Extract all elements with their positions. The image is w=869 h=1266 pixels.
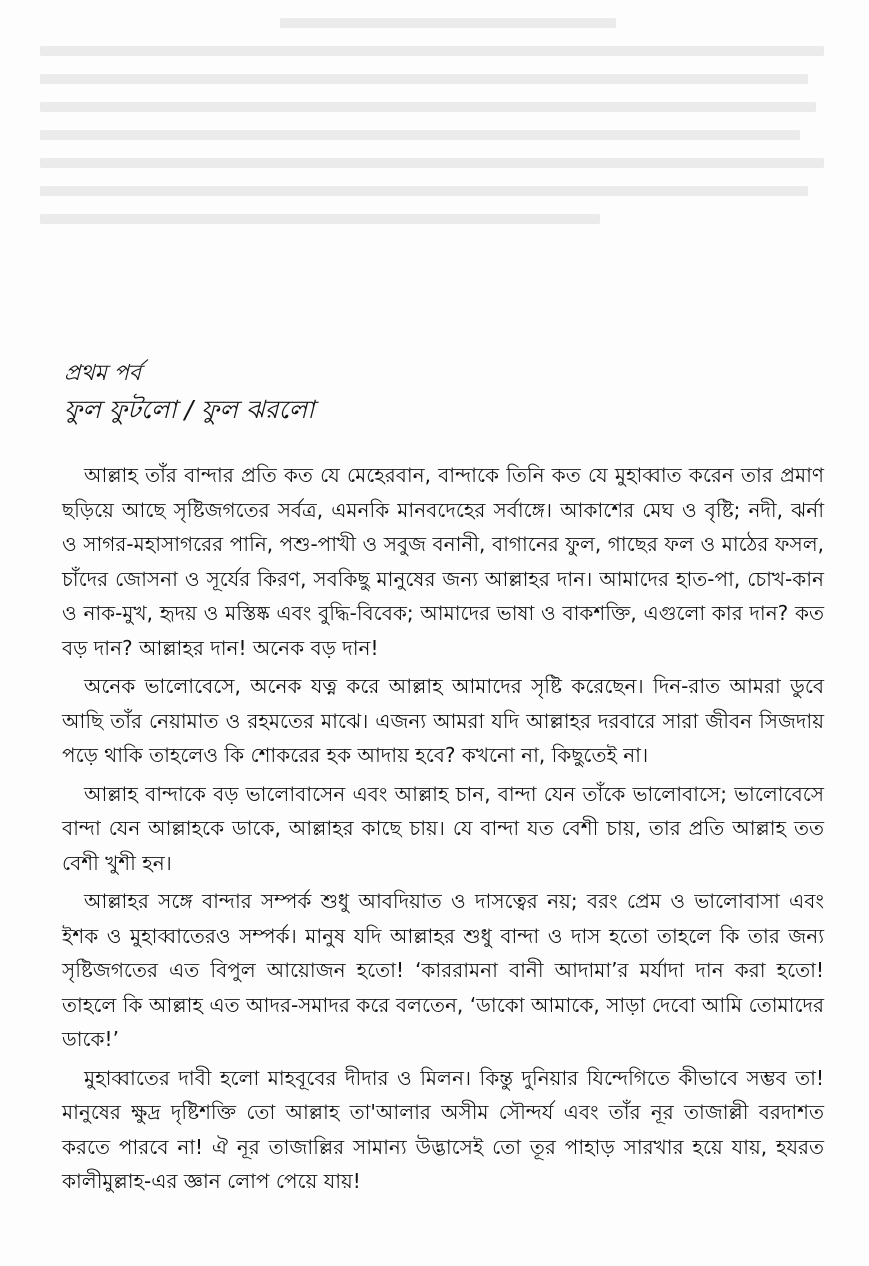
bleed-through-texture bbox=[40, 0, 840, 330]
paragraph-3: আল্লাহ বান্দাকে বড় ভালোবাসেন এবং আল্লাহ চান, বান্দা যেন তাঁকে ভালোবাসে; ভালোবেসে বান্দা যেন আল্লাহকে ডাকে, আল্লাহর কাছে চায়। যে বান্দা যত বেশী চায়, তার প্রতি আল্লাহ তত বেশী খুশী হন। bbox=[62, 781, 824, 875]
chapter-title: ফুল ফুটলো / ফুল ঝরলো bbox=[64, 395, 315, 424]
paragraph-2: অনেক ভালোবেসে, অনেক যত্ন করে আল্লাহ আমাদের সৃষ্টি করেছেন। দিন-রাত আমরা ডুবে আছি তাঁর নেয়ামাত ও রহমতের মাঝে। এজন্য আমরা যদি আল্লাহর দরবারে সারা জীবন সিজদায় পড়ে থাকি তাহলেও কি শোকরের হক আদায় হবে? কখনো না, কিছুতেই না। bbox=[62, 674, 824, 767]
paragraph-1: আল্লাহ তাঁর বান্দার প্রতি কত যে মেহেরবান, বান্দাকে তিনি কত যে মুহাব্বাত করেন তার প্রমাণ ছড়িয়ে আছে সৃষ্টিজগতের সর্বত্র, এমনকি মানবদেহের সর্বাঙ্গে। আকাশের মেঘ ও বৃষ্টি; নদী, ঝর্না ও সাগর-মহাসাগরের পানি, পশু-পাখী ও সবুজ বনানী, বাগানের ফুল, গাছের ফল ও মাঠের ফসল, চাঁদের জোসনা ও সূর্যের কিরণ, সবকিছু মানুষের জন্য আল্লাহর দান। আমাদের হাত-পা, চোখ-কান ও নাক-মুখ, হৃদয় ও মস্তিষ্ক এবং বুদ্ধি-বিবেক; আমাদের ভাষা ও বাকশক্তি, এগুলো কার দান? কত বড় দান? আল্লাহর দান! অনেক বড় দান! bbox=[62, 463, 824, 660]
paragraph-4: আল্লাহর সঙ্গে বান্দার সম্পর্ক শুধু আবদিয়াত ও দাসত্বের নয়; বরং প্রেম ও ভালোবাসা এবং ইশক ও মুহাব্বাতেরও সম্পর্ক। মানুষ যদি আল্লাহর শুধু বান্দা ও দাস হতো তাহলে কি তার জন্য সৃষ্টিজগতের এত বিপুল আয়োজন হতো! ‘কাররামনা বানী আদামা’র মর্যাদা দান করা হতো! তাহলে কি আল্লাহ এত আদর-সমাদর করে বলতেন, ‘ডাকো আমাকে, সাড়া দেবো আমি তোমাদের ডাকে!’ bbox=[62, 889, 824, 1051]
part-label: প্রথম পর্ব bbox=[64, 361, 142, 386]
page-content bbox=[62, 358, 824, 1203]
paragraph-5: মুহাব্বাতের দাবী হলো মাহবূবের দীদার ও মিলন। কিন্তু দুনিয়ার যিন্দেগিতে কীভাবে সম্ভব তা! মানুষের ক্ষুদ্র দৃষ্টিশক্তি তো আল্লাহ তা'আলার অসীম সৌন্দর্য এবং তাঁর নূর তাজাল্লী বরদাশত করতে পারবে না! ঐ নূর তাজাল্লির সামান্য উদ্ভাসেই তো তূর পাহাড় সারখার হয়ে যায়, হযরত কালীমুল্লাহ-এর জ্ঞান লোপ পেয়ে যায়! bbox=[62, 1065, 824, 1193]
